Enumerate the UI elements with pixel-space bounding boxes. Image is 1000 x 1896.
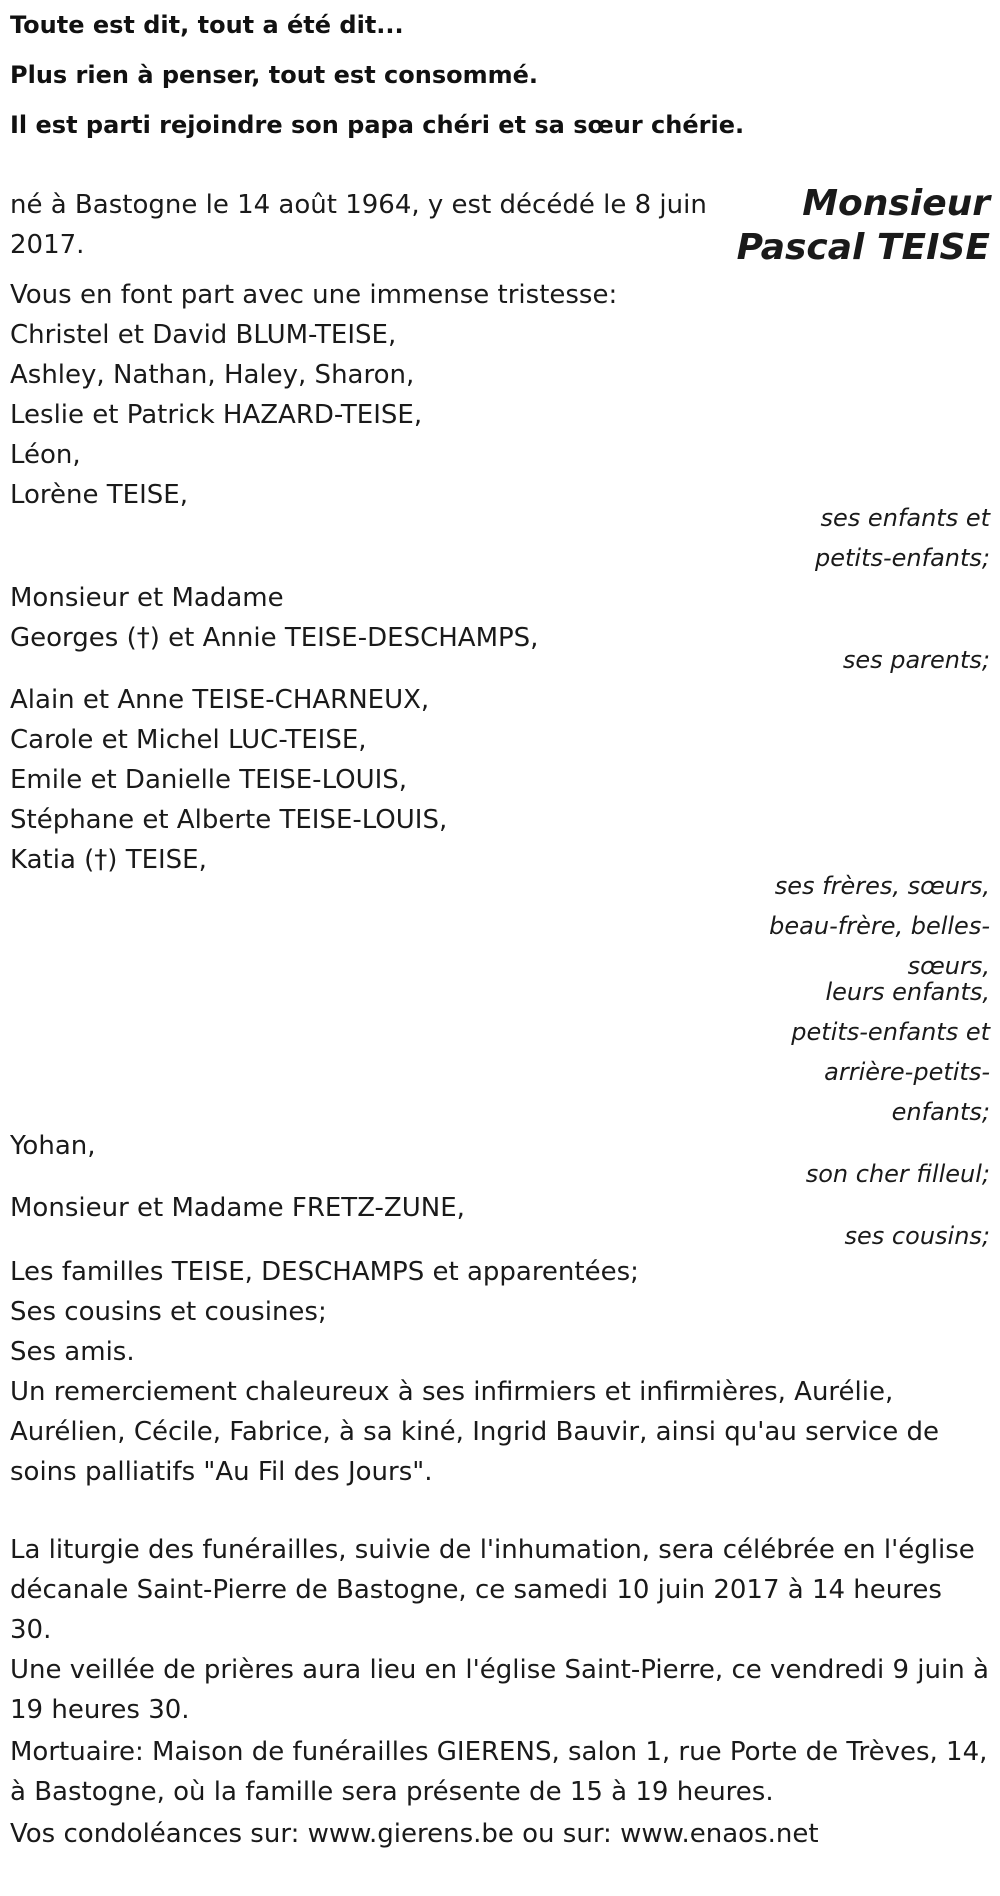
intro-line-3: Il est parti rejoindre son papa chéri et sa sœur chérie. [10,111,745,139]
cousins-name: Monsieur et Madame FRETZ-ZUNE, [10,1193,465,1223]
birth-line-2: 2017. [10,230,85,260]
parents-line-2: Georges (†) et Annie TEISE-DESCHAMPS, [10,623,539,653]
godson-name: Yohan, [10,1131,96,1161]
list-item: Ashley, Nathan, Haley, Sharon, [10,360,415,390]
birth-line-1: né à Bastogne le 14 août 1964, y est décédé le 8 juin [10,190,707,220]
siblings-role-2: beau-frère, belles- [769,912,990,940]
intro-line-1: Toute est dit, tout a été dit... [10,11,404,39]
parents-line-1: Monsieur et Madame [10,583,284,613]
deceased-name: Pascal TEISE [736,227,990,268]
funeral-paragraph: La liturgie des funérailles, suivie de l'inhumation, sera célébrée en l'église décanale Saint-Pierre de Bastogne, ce samedi 10 juin 2017 à 14 heures 30. [10,1535,975,1645]
vigil-paragraph: Une veillée de prières aura lieu en l'église Saint-Pierre, ce vendredi 9 juin à 19 heures 30. [10,1655,989,1725]
thanks-paragraph: Un remerciement chaleureux à ses infirmiers et infirmières, Aurélie, Aurélien, Cécile, Fabrice, à sa kiné, Ingrid Bauvir, ainsi qu'au service de soins palliatifs "Au Fil des Jours". [10,1377,939,1487]
godson-role: son cher filleul; [805,1160,990,1188]
list-item: Leslie et Patrick HAZARD-TEISE, [10,400,423,430]
list-item: Alain et Anne TEISE-CHARNEUX, [10,685,430,715]
children-role-2: petits-enfants; [815,544,990,572]
others-line: Les familles TEISE, DESCHAMPS et apparentées; [10,1257,639,1287]
list-item: Carole et Michel LUC-TEISE, [10,725,367,755]
siblings-role-3: sœurs, [907,952,990,980]
list-item: Emile et Danielle TEISE-LOUIS, [10,765,408,795]
deceased-title: Monsieur [802,183,990,224]
parents-role: ses parents; [842,646,990,674]
list-item: Katia (†) TEISE, [10,845,207,875]
siblings-role-5: petits-enfants et [791,1018,990,1046]
others-line: Ses cousins et cousines; [10,1297,327,1327]
list-item: Lorène TEISE, [10,480,188,510]
announce-text: Vous en font part avec une immense tristesse: [10,280,618,310]
siblings-role-7: enfants; [891,1098,990,1126]
condolences-line: Vos condoléances sur: www.gierens.be ou sur: www.enaos.net [10,1819,819,1849]
siblings-role-1: ses frères, sœurs, [774,872,990,900]
others-line: Ses amis. [10,1337,135,1367]
cousins-role: ses cousins; [844,1222,990,1250]
siblings-role-6: arrière-petits- [824,1058,990,1086]
list-item: Christel et David BLUM-TEISE, [10,320,397,350]
mortuary-paragraph: Mortuaire: Maison de funérailles GIERENS, salon 1, rue Porte de Trèves, 14, à Bastogne, où la famille sera présente de 15 à 19 heures. [10,1737,988,1807]
intro-line-2: Plus rien à penser, tout est consommé. [10,61,539,89]
list-item: Stéphane et Alberte TEISE-LOUIS, [10,805,448,835]
children-role-1: ses enfants et [820,504,990,532]
list-item: Léon, [10,440,81,470]
siblings-role-4: leurs enfants, [825,978,990,1006]
